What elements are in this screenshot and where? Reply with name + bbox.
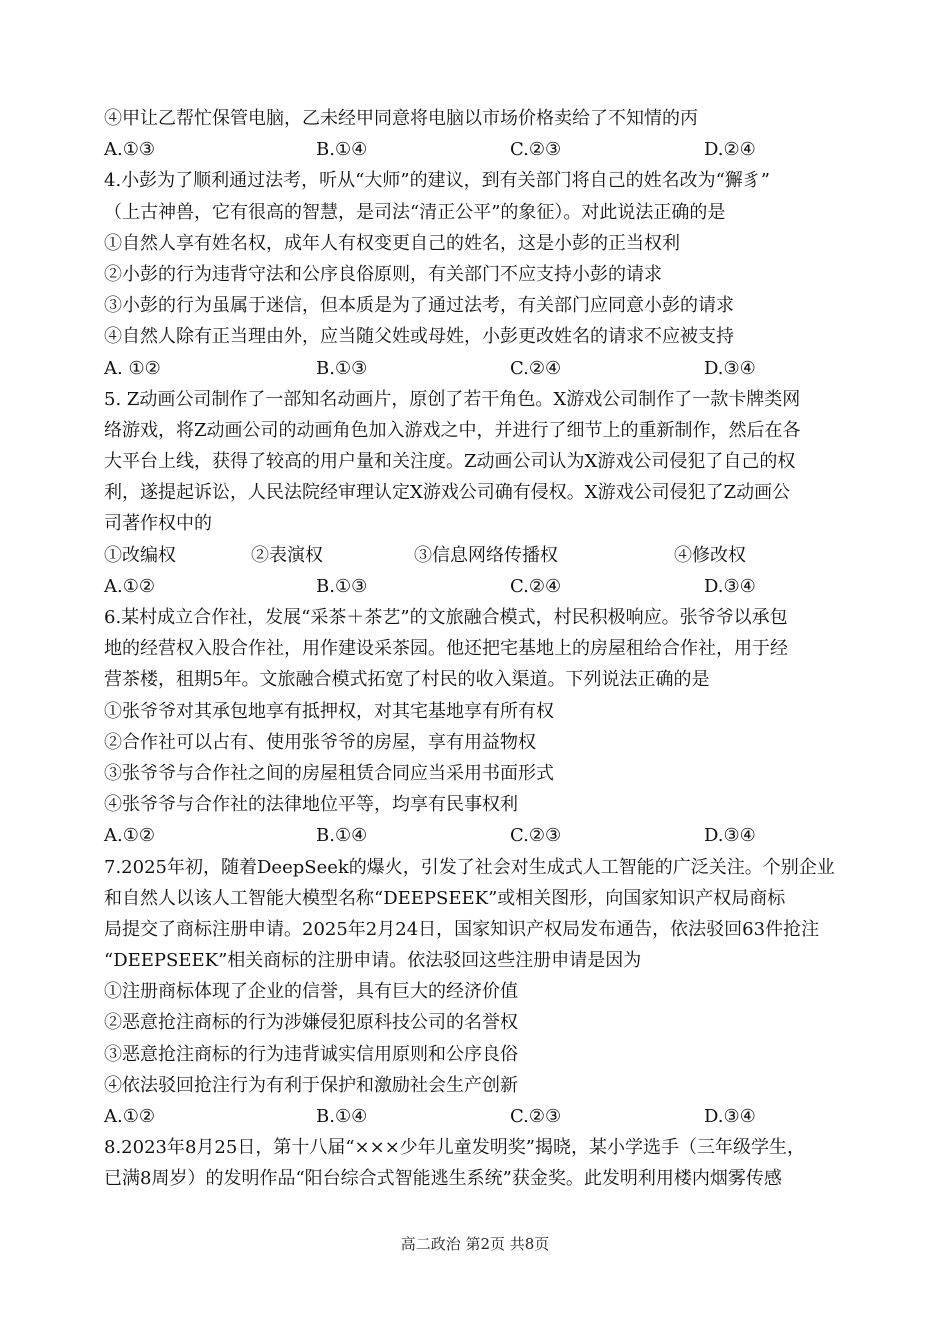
q7-statement-3: ③恶意抢注商标的行为违背诚实信用原则和公序良俗 <box>104 1043 518 1065</box>
page-footer: 高二政治 第2页 共8页 <box>400 1235 550 1253</box>
q6-stem-line-2: 地的经营权入股合作社，用作建设采茶园。他还把宅基地上的房屋租给合作社，用于经 <box>104 638 788 660</box>
q6-option-d: D.③④ <box>704 825 756 847</box>
q7-stem-line-4: “DEEPSEEK”相关商标的注册申请。依法驳回这些注册申请是因为 <box>104 950 642 972</box>
q7-stem-line-1: 7.2025年初，随着DeepSeek的爆火，引发了社会对生成式人工智能的广泛关注。个别企业 <box>104 856 835 878</box>
q5-statement-4: ④修改权 <box>674 544 746 566</box>
q5-statement-2: ②表演权 <box>251 544 323 566</box>
q4-statement-3: ③小彭的行为虽属于迷信，但本质是为了通过法考，有关部门应同意小彭的请求 <box>104 295 734 317</box>
q7-stem-line-2: 和自然人以该人工智能大模型名称“DEEPSEEK”或相关图形，向国家知识产权局商标 <box>104 887 786 909</box>
q7-statement-4: ④依法驳回抢注行为有利于保护和激励社会生产创新 <box>104 1074 518 1096</box>
q3-option-a: A.①③ <box>104 139 155 161</box>
q6-statement-4: ④张爷爷与合作社的法律地位平等，均享有民事权利 <box>104 794 518 816</box>
q8-stem-line-2: 已满8周岁）的发明作品“阳台综合式智能逃生系统”获金奖。此发明利用楼内烟雾传感 <box>104 1168 782 1190</box>
q6-statement-3: ③张爷爷与合作社之间的房屋租赁合同应当采用书面形式 <box>104 762 554 784</box>
q5-option-c: C.②④ <box>510 575 562 597</box>
q3-options <box>104 134 850 165</box>
q5-statement-3: ③信息网络传播权 <box>414 544 558 566</box>
q4-stem-line-1: 4.小彭为了顺利通过法考，听从“大师”的建议，到有关部门将自己的姓名改为“獬豸” <box>104 170 770 192</box>
q7-option-d: D.③④ <box>704 1106 756 1127</box>
q5-stem-line-4: 利，遂提起诉讼，人民法院经审理认定X游戏公司确有侵权。X游戏公司侵犯了Z动画公 <box>104 482 791 504</box>
q3-option-b: B.①④ <box>316 139 368 161</box>
q5-statement-1: ①改编权 <box>104 544 176 566</box>
q5-option-d: D.③④ <box>704 575 756 597</box>
q4-stem-line-2: （上古神兽，它有很高的智慧，是司法“清正公平”的象征）。对此说法正确的是 <box>104 201 726 223</box>
q4-statement-4: ④自然人除有正当理由外，应当随父姓或母姓，小彭更改姓名的请求不应被支持 <box>104 326 734 348</box>
q7-statement-2: ②恶意抢注商标的行为涉嫌侵犯原科技公司的名誉权 <box>104 1012 518 1034</box>
q6-statement-2: ②合作社可以占有、使用张爷爷的房屋，享有用益物权 <box>104 731 536 753</box>
q7-option-a: A.①② <box>104 1106 155 1127</box>
q6-stem-line-3: 营茶楼，租期5年。文旅融合模式拓宽了村民的收入渠道。下列说法正确的是 <box>104 669 710 691</box>
q5-options <box>104 571 850 602</box>
q3-option-c: C.②③ <box>510 139 562 161</box>
q5-option-a: A.①② <box>104 575 155 597</box>
q5-statements <box>104 540 850 571</box>
q6-option-c: C.②③ <box>510 825 562 847</box>
q4-option-d: D.③④ <box>704 357 756 379</box>
q6-statement-1: ①张爷爷对其承包地享有抵押权，对其宅基地享有所有权 <box>104 700 554 722</box>
q4-statement-2: ②小彭的行为违背守法和公序良俗原则，有关部门不应支持小彭的请求 <box>104 263 662 285</box>
q7-statement-1: ①注册商标体现了企业的信誉，具有巨大的经济价值 <box>104 981 518 1003</box>
q4-option-b: B.①③ <box>316 357 368 379</box>
page-content <box>104 103 850 1195</box>
q5-stem-line-5: 司著作权中的 <box>104 513 212 535</box>
q6-option-b: B.①④ <box>316 825 368 847</box>
q6-option-a: A.①② <box>104 825 155 847</box>
q5-stem-line-2: 络游戏，将Z动画公司的动画角色加入游戏之中，并进行了细节上的重新制作，然后在各 <box>104 419 801 441</box>
q3-statement-4: ④甲让乙帮忙保管电脑，乙未经甲同意将电脑以市场价格卖给了不知情的丙 <box>104 108 698 129</box>
q8-stem-line-1: 8.2023年8月25日，第十八届“×××少年儿童发明奖”揭晓，某小学选手（三年级学生， <box>104 1137 805 1159</box>
q4-statement-1: ①自然人享有姓名权，成年人有权变更自己的姓名，这是小彭的正当权利 <box>104 232 680 254</box>
q5-stem-line-3: 大平台上线，获得了较高的用户量和关注度。Z动画公司认为X游戏公司侵犯了自己的权 <box>104 451 796 473</box>
q3-option-d: D.②④ <box>704 139 756 161</box>
q7-options <box>104 1101 850 1132</box>
q6-options <box>104 820 850 851</box>
q5-stem-line-1: 5. Z动画公司制作了一部知名动画片，原创了若干角色。X游戏公司制作了一款卡牌类网 <box>104 388 801 410</box>
q7-option-b: B.①④ <box>316 1106 368 1127</box>
q6-stem-line-1: 6.某村成立合作社，发展“采茶＋茶艺”的文旅融合模式，村民积极响应。张爷爷以承包 <box>104 607 788 628</box>
q4-option-a: A. ①② <box>104 357 161 379</box>
q7-option-c: C.②③ <box>510 1106 562 1127</box>
q4-option-c: C.②④ <box>510 357 562 379</box>
q4-options <box>104 353 850 384</box>
q7-stem-line-3: 局提交了商标注册申请。2025年2月24日，国家知识产权局发布通告，依法驳回63件抢注 <box>104 918 820 940</box>
q5-option-b: B.①③ <box>316 575 368 597</box>
